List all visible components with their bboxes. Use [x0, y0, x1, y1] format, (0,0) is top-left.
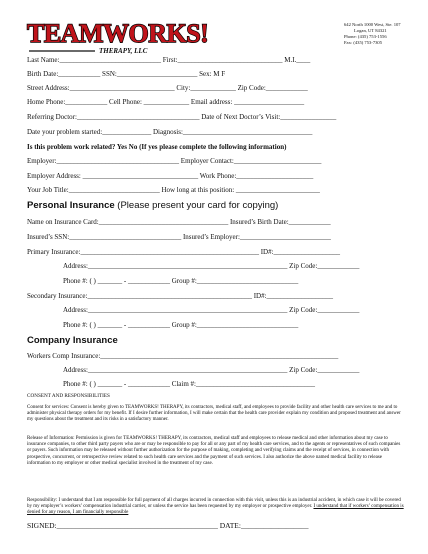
secondary-phone-field[interactable]: Phone #: ( ) _______ - ____________ Group #:_____________________________ — [63, 321, 299, 329]
company-insurance-heading: Company Insurance — [27, 335, 118, 346]
secondary-address-field[interactable]: Address:_________________________________________________________ Zip Code:____________ — [63, 306, 360, 314]
teamworks-logo — [25, 18, 209, 58]
personal-insurance-heading — [27, 200, 278, 211]
primary-address-field[interactable]: Address:_________________________________________________________ Zip Code:____________ — [63, 262, 360, 270]
consent-paragraph: Consent for services: Consent is hereby given to TEAMWORKS! THERAPY, its contractors, medical staff, and employees to provide facility and other health care services to me and to administer physical therapy orders for my benefit. If I desire further information, I will make certain that the health care provider explain my condition and proposed treatment and answer my questions about the treatment and its risks in a satisfactory manner. — [27, 405, 401, 423]
last-name-field[interactable]: Last Name:_____________________________ First:______________________________ M.I.____ — [27, 56, 311, 64]
company-address-field[interactable]: Address:_________________________________________________________ Zip Code:____________ — [63, 366, 360, 374]
consent-heading: CONSENT AND RESPONSIBILITIES — [27, 393, 110, 399]
primary-phone-field[interactable]: Phone #: ( ) _______ - ____________ Group #:_____________________________ — [63, 277, 299, 285]
referring-doctor-field[interactable]: Referring Doctor:___________________________________ Date of Next Doctor’s Visit:________________ — [27, 113, 337, 121]
workers-comp-field[interactable]: Workers Comp Insurance:____________________________________________________________________ — [27, 352, 339, 360]
address-line-1: 642 North 1000 West, Ste. 107 — [344, 22, 401, 27]
job-title-field[interactable]: Your Job Title:__________________________ How long at this position: ________________________ — [27, 186, 320, 194]
birth-date-field[interactable]: Birth Date:____________ SSN:_______________________ Sex: M F — [27, 70, 226, 78]
street-address-field[interactable]: Street Address:______________________________ City:_____________ Zip Code:____________ — [27, 84, 308, 92]
work-related-question[interactable]: Is this problem work related? Yes No (If yes please complete the following information) — [27, 143, 287, 151]
responsibility-text: Responsibility: I understand that I am responsible for full payment of all charges incurred in connection with this visit, unless this is an industrial accident, in which case it will be covered by my employer’s workers’ compensation industrial carrier, or unless the service has been requested by my employer or prospective employer. — [27, 498, 401, 510]
insured-ssn-field[interactable]: Insured’s SSN:________________________________ Insured’s Employer:__________________________ — [27, 233, 331, 241]
employer-field[interactable]: Employer:___________________________________ Employer Contact:_________________________ — [27, 157, 322, 165]
secondary-insurance-field[interactable]: Secondary Insurance:_______________________________________________ ID#:___________________ — [27, 292, 334, 300]
clinic-address — [344, 22, 401, 46]
signature-line[interactable]: SIGNED:___________________________________________ DATE:__________________ — [27, 521, 309, 530]
logo-sub-text: THERAPY, LLC — [99, 47, 148, 55]
problem-start-field[interactable]: Date your problem started:______________ Diagnosis:_____________________________________ — [27, 128, 313, 136]
logo-main-text: TEAMWORKS! — [27, 19, 209, 48]
company-phone-field[interactable]: Phone #: ( ) _______ - ____________ Claim #:__________________________________ — [63, 380, 315, 388]
responsibility-underlined: I understand that if workers’ compensation is denied for any reason, I am financially responsible — [27, 504, 404, 516]
employer-address-field[interactable]: Employer Address: _________________________________ Work Phone:______________________ — [27, 172, 314, 180]
personal-insurance-title: Personal Insurance — [27, 200, 115, 211]
address-phone: Phone: (435) 753-1556 — [344, 34, 387, 39]
address-fax: Fax: (435) 753-7305 — [344, 40, 383, 45]
personal-insurance-subtitle: (Please present your card for copying) — [114, 200, 279, 211]
release-paragraph: Release of Information: Permission is given for TEAMWORKS! THERAPY, its contractors, medical staff and employees to release medical and other information about my case to insurance companies, to other third party payers who are or may be responsible to pay for all or any part of my health care services, and to the agents or representatives of such companies or payers. Such information may be released without further authorization for the purpose of making, completing and verifying claims and the receipt of services, in connection with prospective, concurrent, or retrospective review related to such health care services and the payment of such services. I also authorize the above named medical facility to release information to my employer or other medical specialist involved in the treatment of my case. — [27, 436, 401, 466]
primary-insurance-field[interactable]: Primary Insurance:___________________________________________________ ID#:___________________ — [27, 248, 341, 256]
address-line-2: Logan, UT 84321 — [354, 28, 387, 33]
phone-fields[interactable]: Home Phone:____________ Cell Phone: _____________ Email address: ____________________ — [27, 98, 305, 106]
responsibility-paragraph — [27, 498, 405, 517]
name-on-card-field[interactable]: Name on Insurance Card:_____________________________________ Insured’s Birth Date:____________ — [27, 218, 331, 226]
